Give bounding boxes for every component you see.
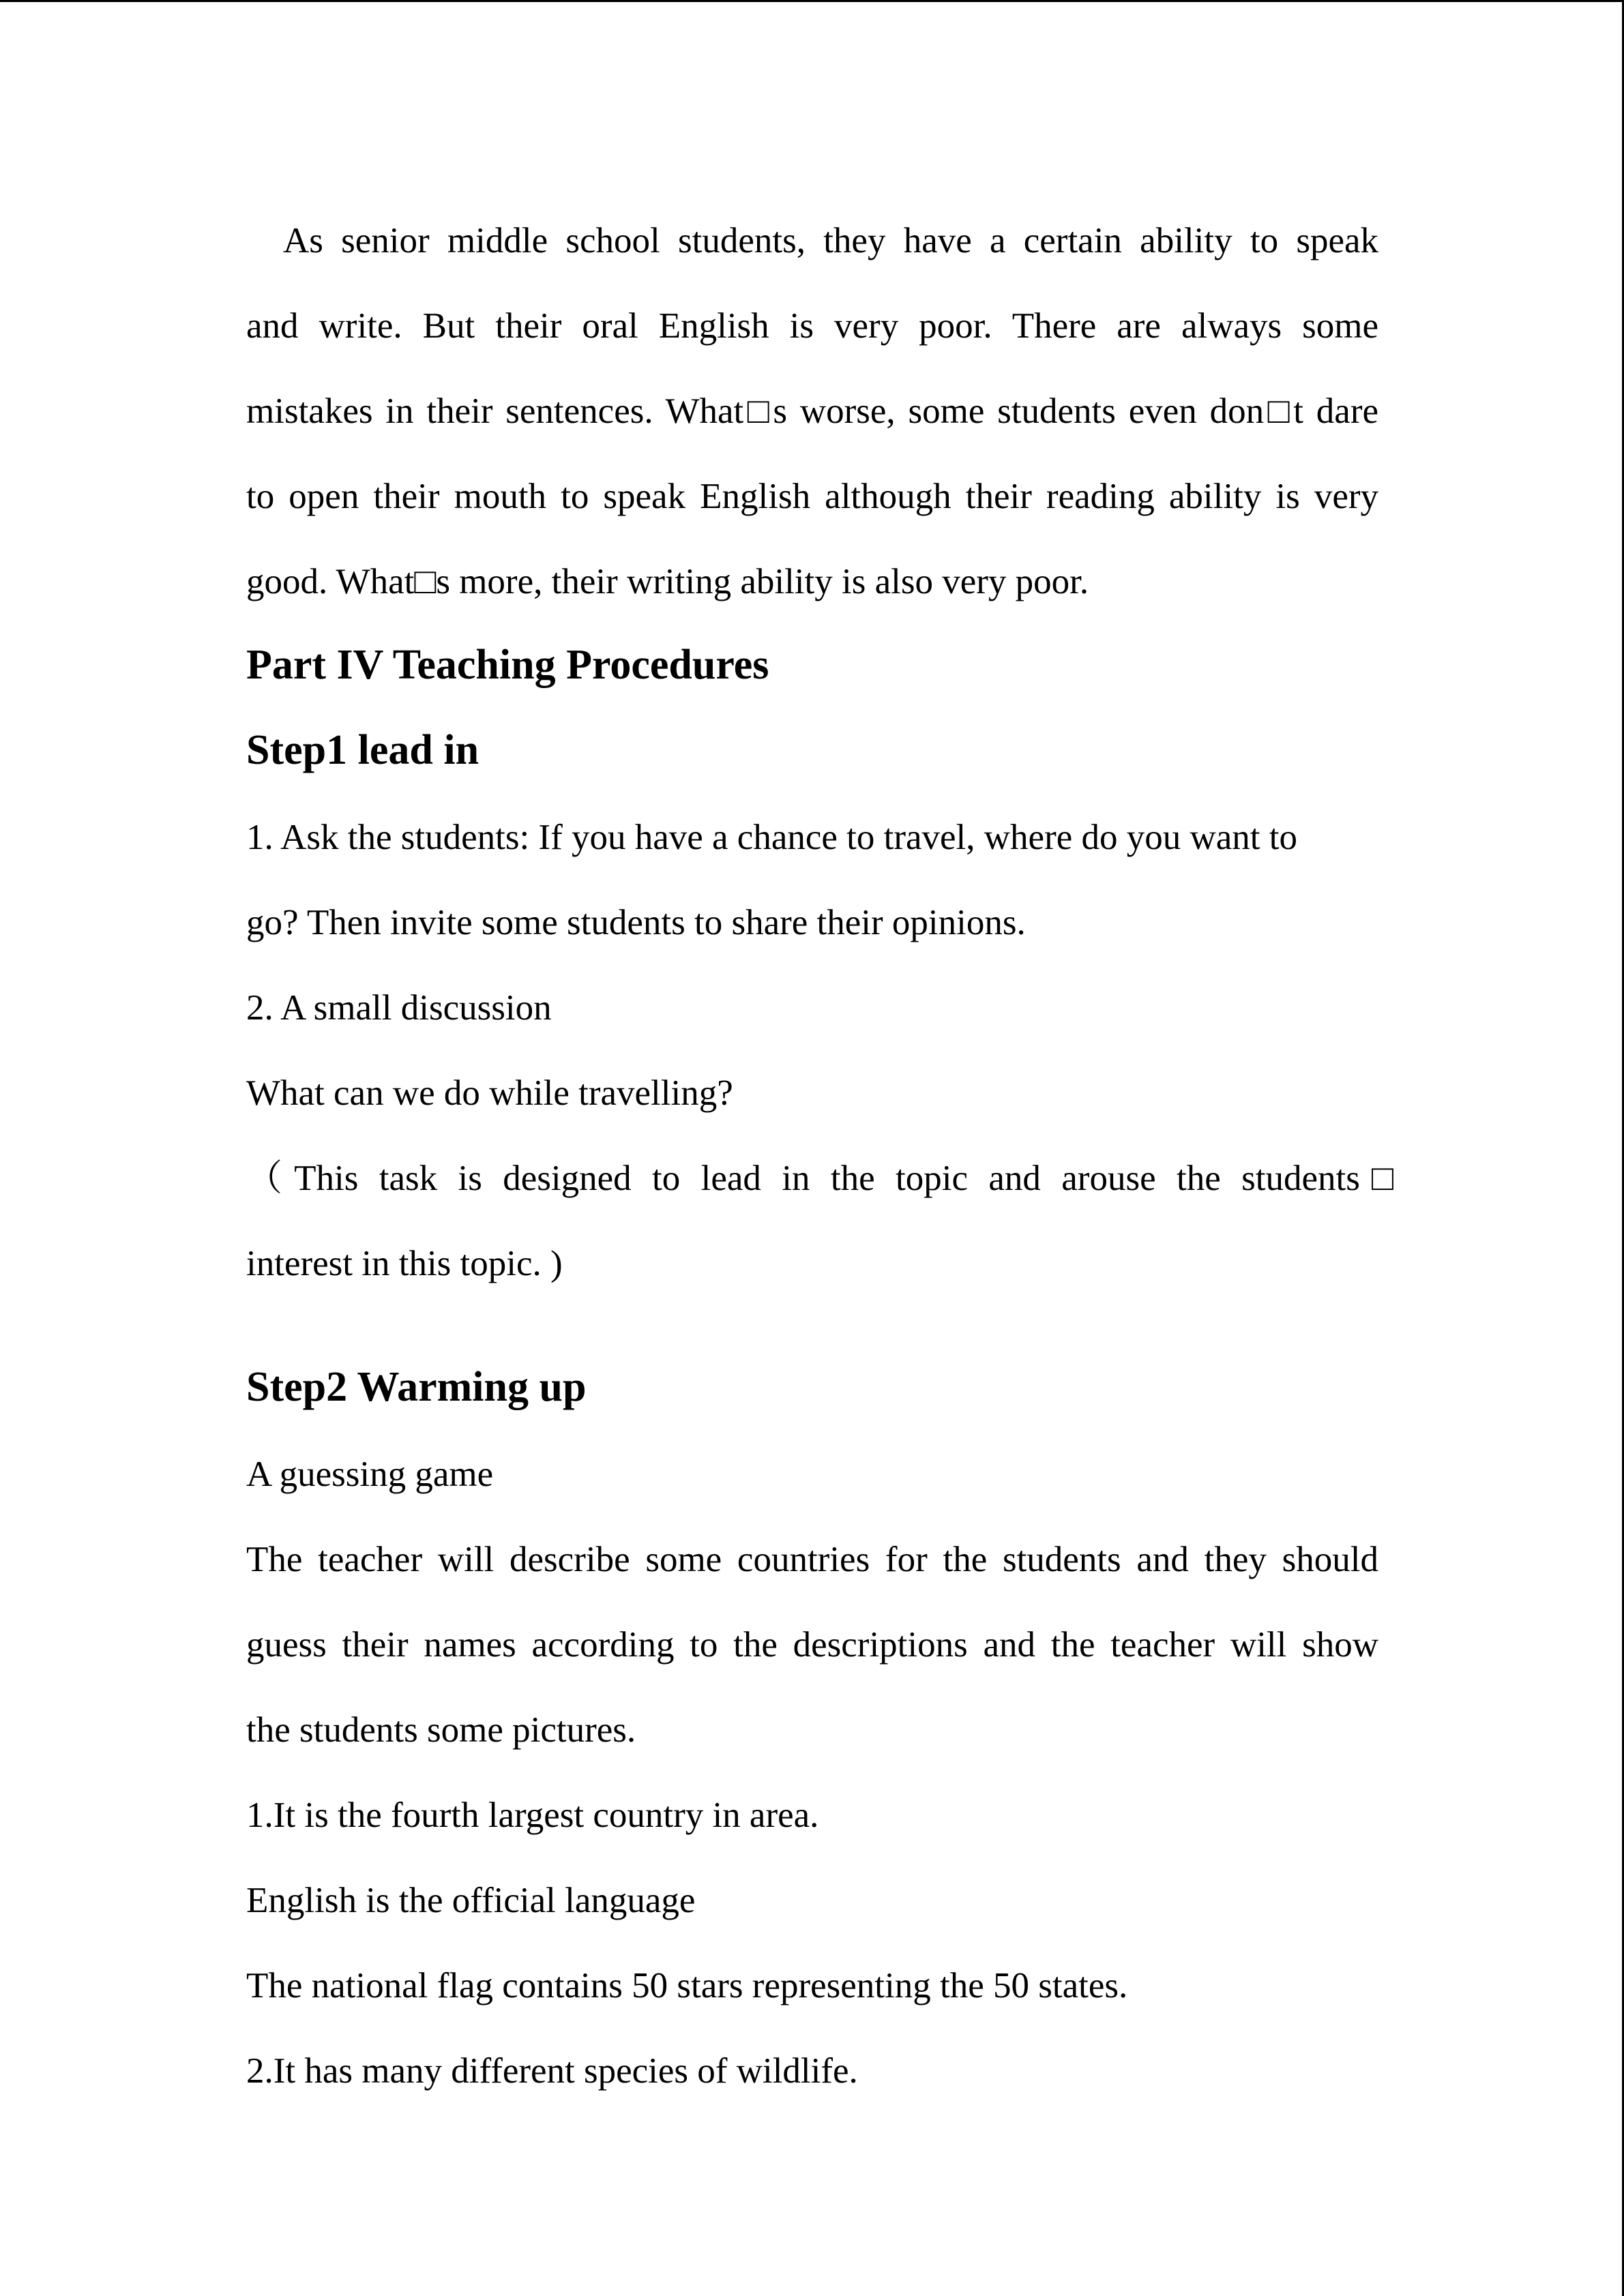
step1-note-line: interest in this topic. ) — [246, 1244, 563, 1283]
step2-clue2: 2.It has many different species of wildlife. — [246, 2051, 858, 2091]
paragraph-line: and write. But their oral English is very poor. There are always some — [246, 306, 1378, 346]
step1-item1-line: go? Then invite some students to share their opinions. — [246, 903, 1026, 942]
step1-note-line: （This task is designed to lead in the topic and arouse the students□ — [246, 1159, 1393, 1198]
step2-subtitle: A guessing game — [246, 1455, 494, 1494]
step1-question: What can we do while travelling? — [246, 1073, 733, 1113]
step2-clue1-line2: English is the official language — [246, 1881, 696, 1920]
paragraph-line: good. What□s more, their writing ability is also very poor. — [246, 562, 1089, 601]
step2-desc-line: guess their names according to the descriptions and the teacher will show — [246, 1625, 1378, 1665]
step2-desc-line: The teacher will describe some countries for the students and they should — [246, 1540, 1378, 1579]
page-border-top — [0, 0, 1624, 2]
step2-clue1: 1.It is the fourth largest country in area. — [246, 1795, 819, 1835]
step1-item1-line: 1. Ask the students: If you have a chance to travel, where do you want to — [246, 818, 1297, 857]
section-heading-part-iv: Part IV Teaching Procedures — [246, 642, 769, 688]
paragraph-line: to open their mouth to speak English although their reading ability is very — [246, 477, 1378, 516]
step1-heading: Step1 lead in — [246, 727, 479, 773]
step1-item2: 2. A small discussion — [246, 988, 552, 1028]
step2-desc-line: the students some pictures. — [246, 1710, 636, 1750]
step2-clue1-line3: The national flag contains 50 stars representing the 50 states. — [246, 1966, 1128, 2006]
paragraph-line: mistakes in their sentences. What□s worse, some students even don□t dare — [246, 391, 1378, 431]
step2-heading: Step2 Warming up — [246, 1364, 587, 1410]
paragraph-line: As senior middle school students, they have a certain ability to speak — [283, 221, 1378, 260]
